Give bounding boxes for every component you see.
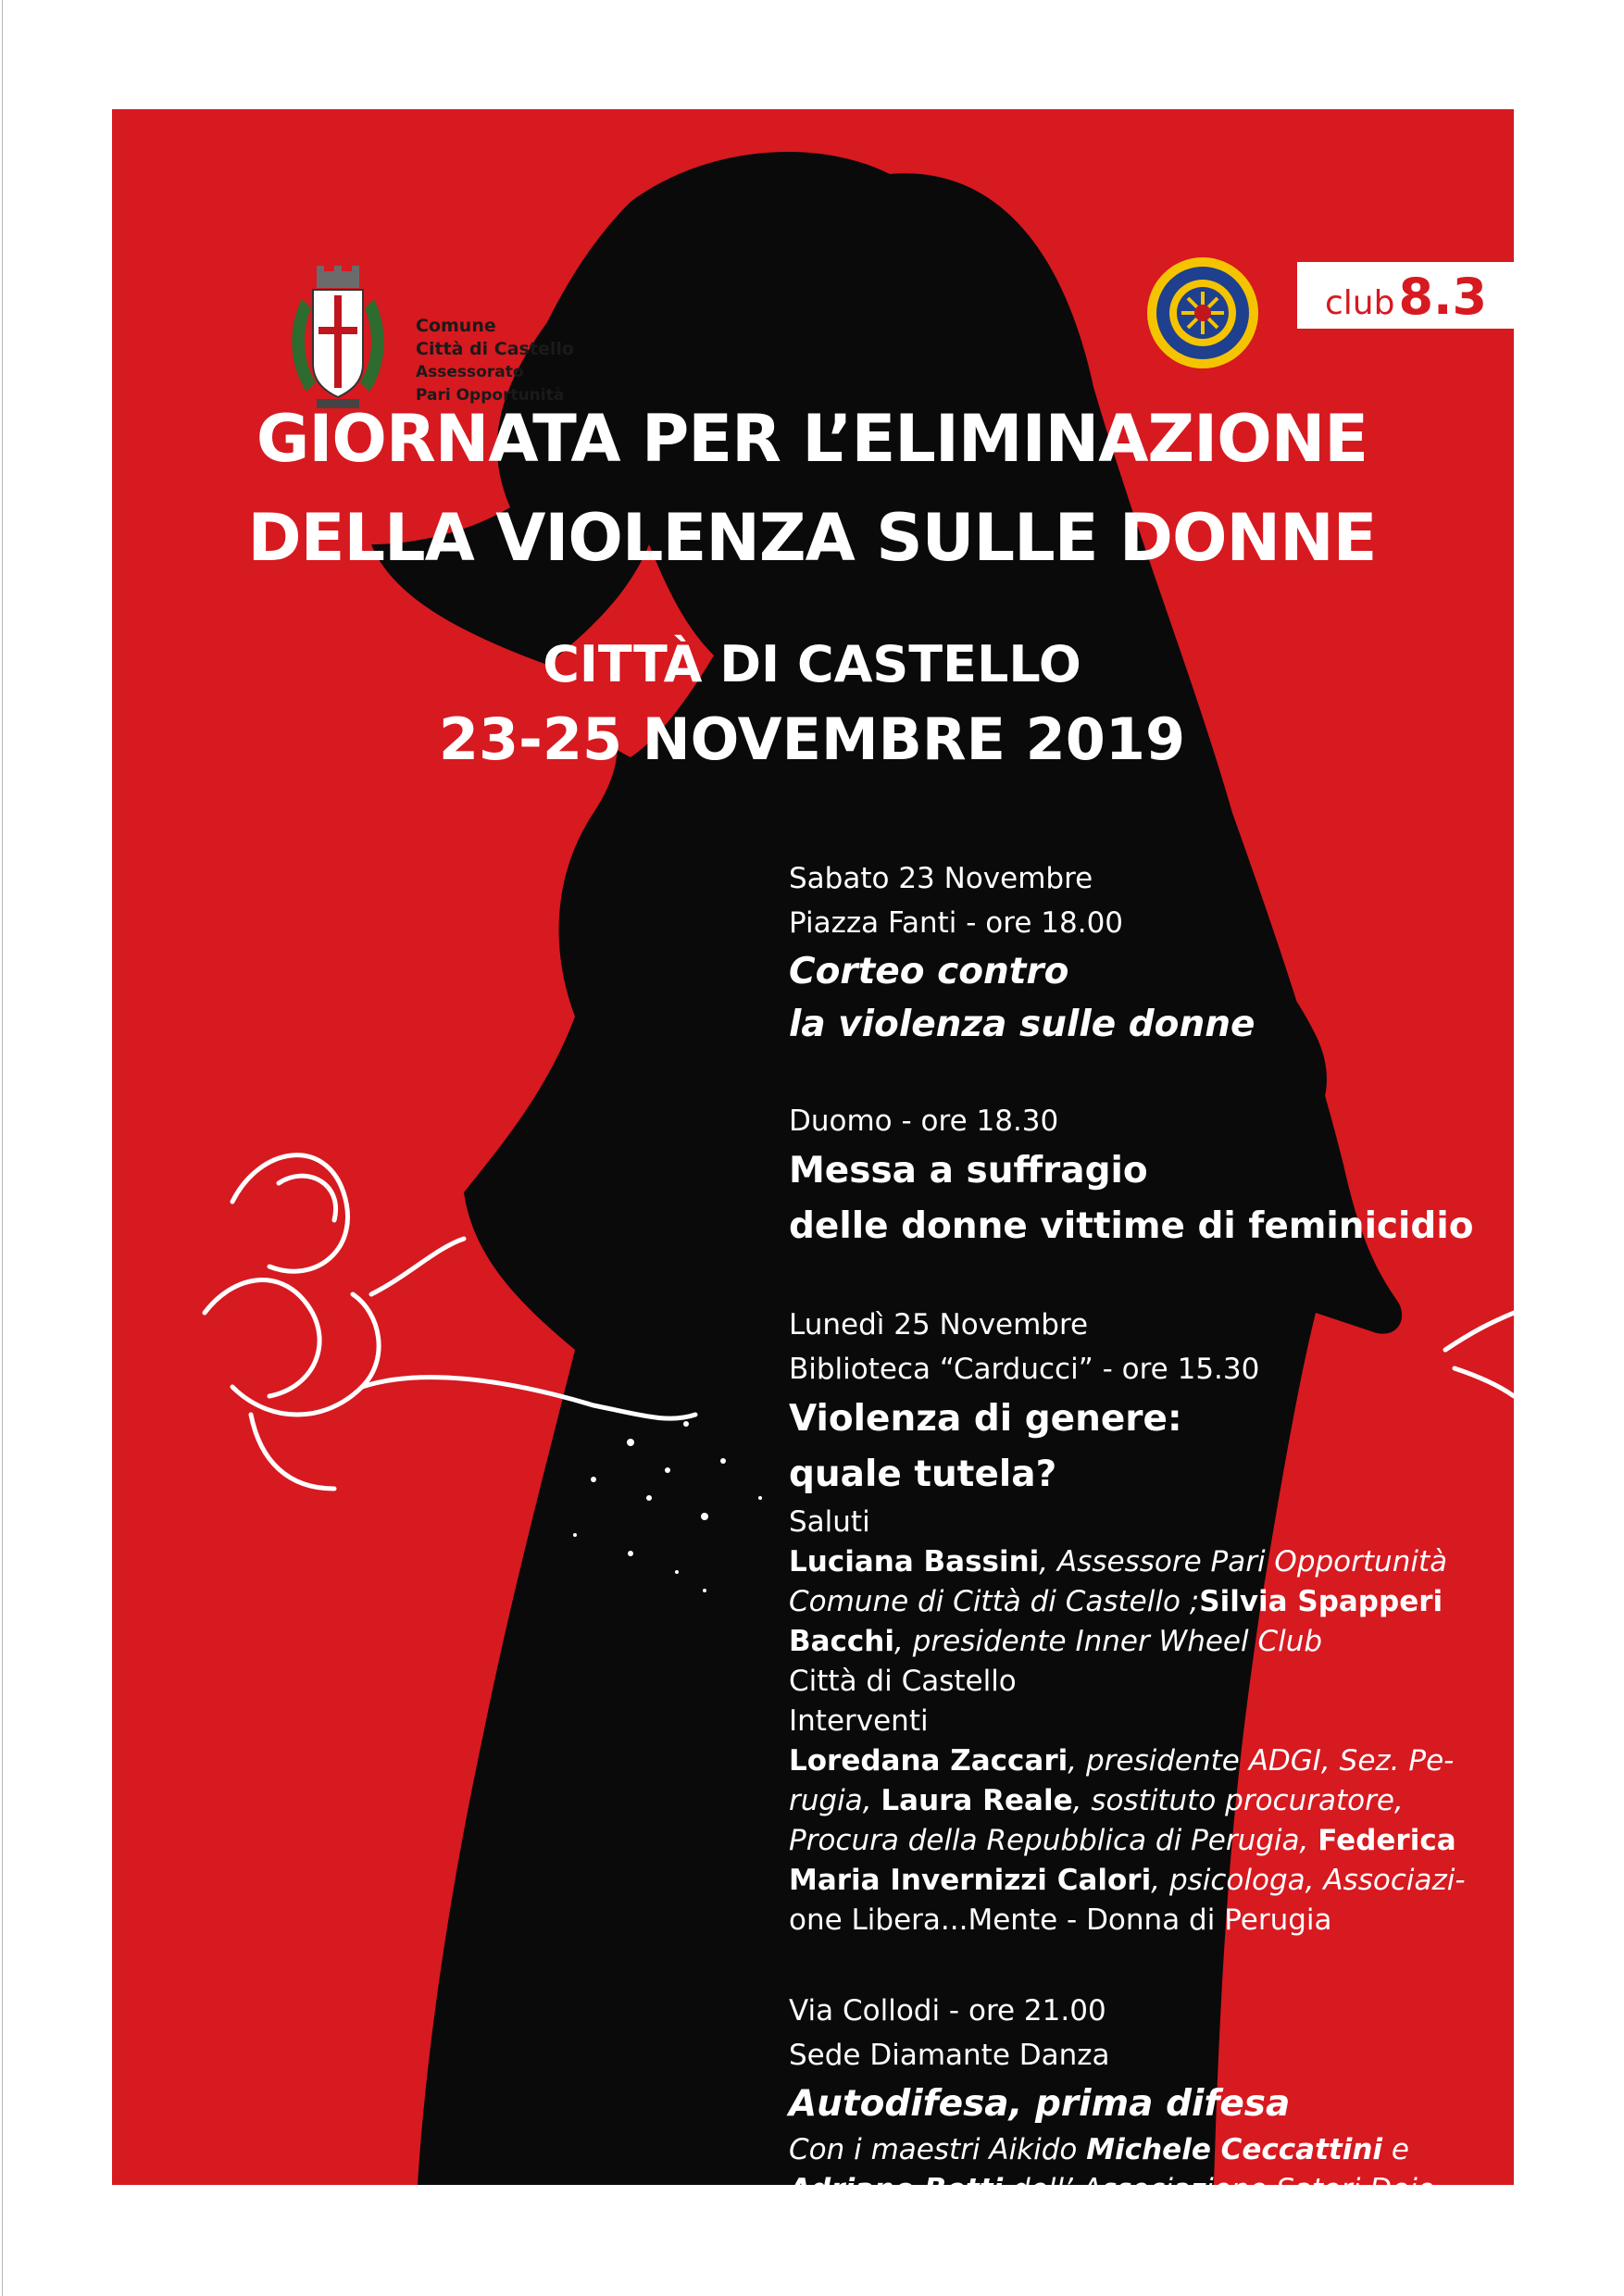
- lunedi-event-line-1: Violenza di genere:: [789, 1398, 1182, 1440]
- lunedi-event-line-2: quale tutela?: [789, 1454, 1057, 1495]
- sabato-day: Sabato 23 Novembre: [789, 862, 1093, 895]
- lunedi-place: Biblioteca “Carducci” - ore 15.30: [789, 1353, 1260, 1386]
- speaker-role: Procura della Repubblica di Perugia,: [789, 1824, 1309, 1857]
- speaker-name: Luciana Bassini: [789, 1545, 1040, 1578]
- collodi-line-1: [789, 2130, 1493, 2170]
- speaker-name: Laura Reale: [881, 1784, 1073, 1817]
- program-collodi: [789, 1989, 1493, 2210]
- collodi-venue: Sede Diamante Danza: [789, 2039, 1110, 2072]
- collodi-event: Autodifesa, prima difesa: [789, 2083, 1291, 2125]
- saluti-label: Saluti: [789, 1505, 870, 1539]
- main-title-line-1: GIORNATA PER L’ELIMINAZIONE: [256, 401, 1368, 477]
- speaker-role: , psicologa, Associazi-: [1151, 1864, 1466, 1897]
- interventi-label: Interventi: [789, 1704, 929, 1738]
- comune-line-4: Pari Opportunità: [416, 386, 565, 405]
- interventi-line-4: [789, 1861, 1493, 1901]
- speaker-name: Federica: [1318, 1824, 1456, 1857]
- speaker-role: Comune di Città di Castello ;: [789, 1585, 1200, 1618]
- comune-line-2: Città di Castello: [416, 339, 574, 359]
- sabato-place: Piazza Fanti - ore 18.00: [789, 906, 1124, 940]
- sabato-event-line-1: Corteo contro: [789, 951, 1069, 992]
- maestro-name: Michele Ceccattini: [1086, 2133, 1383, 2166]
- speaker-name: Bacchi: [789, 1625, 894, 1658]
- speaker-role: , Assessore Pari Opportunità: [1039, 1545, 1448, 1578]
- sabato-event-line-2: la violenza sulle donne: [789, 1004, 1255, 1045]
- interventi-line-3: [789, 1821, 1493, 1861]
- dates-title: 23-25 NOVEMBRE 2019: [438, 705, 1186, 773]
- maestro-name: Adriano Betti: [789, 2173, 1004, 2206]
- collodi-line-2: [789, 2170, 1493, 2210]
- interventi-line-1: [789, 1741, 1493, 1781]
- speaker-role: rugia: [789, 1784, 863, 1817]
- collodi-text: e: [1382, 2133, 1409, 2166]
- speaker-role: , sostituto procuratore,: [1072, 1784, 1404, 1817]
- program-duomo: [789, 1099, 1493, 1254]
- saluti-line-1: [789, 1542, 1493, 1582]
- speaker-name: Loredana Zaccari: [789, 1744, 1068, 1778]
- main-title-line-2: DELLA VIOLENZA SULLE DONNE: [247, 500, 1377, 576]
- saluti-line-4: Città di Castello: [789, 1665, 1017, 1698]
- program-lunedi: [789, 1303, 1493, 1940]
- city-title: CITTÀ DI CASTELLO: [543, 635, 1081, 693]
- saluti-line-2: [789, 1582, 1493, 1622]
- duomo-event-line-1: Messa a suffragio: [789, 1150, 1148, 1192]
- duomo-place: Duomo - ore 18.30: [789, 1104, 1059, 1138]
- lunedi-day: Lunedì 25 Novembre: [789, 1308, 1089, 1341]
- page-edge-line: [2, 0, 3, 2296]
- program-sabato: [789, 856, 1493, 1051]
- club-word: club: [1325, 284, 1395, 322]
- saluti-line-3: [789, 1622, 1493, 1662]
- speaker-role: , presidente Inner Wheel Club: [894, 1625, 1323, 1658]
- interventi-line-5: one Libera...Mente - Donna di Perugia: [789, 1903, 1332, 1937]
- speaker-name: Silvia Spapperi: [1199, 1585, 1443, 1618]
- comune-line-3: Assessorato: [416, 363, 524, 381]
- event-program: [789, 856, 1493, 2258]
- duomo-event-line-2: delle donne vittime di feminicidio: [789, 1205, 1474, 1247]
- club-number: 8.3: [1398, 268, 1488, 326]
- collodi-place: Via Collodi - ore 21.00: [789, 1994, 1106, 2028]
- inner-wheel-logo-icon: [1144, 255, 1261, 371]
- collodi-text: Con i maestri Aikido: [789, 2133, 1087, 2166]
- comune-crest-icon: [283, 262, 393, 418]
- collodi-text: dell’ Associazione Satori Dojo: [1003, 2173, 1435, 2206]
- comune-text-block: [416, 315, 574, 407]
- speaker-role: , presidente ADGI, Sez. Pe-: [1068, 1744, 1455, 1778]
- interventi-line-2: rugia, Laura Reale, sostituto procuratore,: [789, 1784, 1404, 1817]
- speaker-name: Maria Invernizzi Calori: [789, 1864, 1152, 1897]
- club-83-logo: [1297, 262, 1514, 329]
- comune-line-1: Comune: [416, 316, 496, 336]
